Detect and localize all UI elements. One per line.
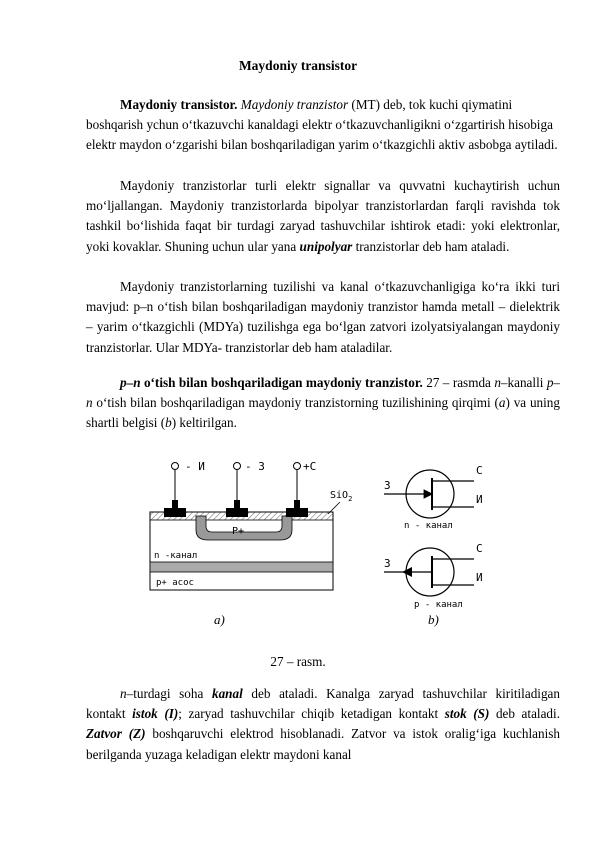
gate-terminal-icon	[234, 463, 241, 470]
paragraph-types	[86, 277, 560, 358]
definition-text: (MT) deb, tok kuchi qiymatini boshqarish ychun o‘tkazuvchi kanaldagi elektr o‘tkazuvchanligikni o‘zgartirish hisobiga elektr maydon o‘zgarishi bilan boshqariladigan yarim o‘tkazgichli aktiv asbobga aytiladi.	[86, 97, 558, 153]
drain-contact	[286, 508, 308, 517]
purpose-text-end: tranzistorlar deb ham ataladi.	[352, 238, 510, 254]
figure-label-b: b)	[428, 612, 439, 627]
gate-contact	[226, 508, 248, 517]
channel-label: n -канал	[154, 551, 198, 561]
pn-text-4: p–n	[86, 375, 561, 411]
page-title: Maydoniy transistor	[238, 58, 358, 73]
symbol-p-channel	[384, 542, 483, 610]
terms-text-3: ; zaryad tashuvchilar chiqib ketadigan kontakt	[178, 706, 445, 722]
source-contact	[164, 508, 186, 517]
drain-terminal-icon	[294, 463, 301, 470]
drain-label: +С	[303, 460, 317, 473]
paragraph-definition	[86, 95, 560, 156]
n-symbol-caption: n - канал	[404, 521, 453, 531]
definition-lead: Maydoniy transistor.	[120, 97, 238, 112]
figure-caption: 27 – rasm.	[270, 654, 326, 669]
p-plus-layer	[150, 562, 333, 572]
pn-text-8: b	[165, 415, 172, 431]
gate-region-label: P+	[232, 526, 245, 537]
substrate-label: p+ асос	[156, 578, 194, 588]
terms-text-5: boshqaruvchi elektrod hisoblanadi. Zatvor va istok oralig‘iga kuchlanish berilganda yuzaga keladigan elektr maydoni kanal	[86, 726, 561, 762]
pn-text-5: o‘tish bilan boshqariladigan maydoniy tranzistorning tuzilishining qirqimi (	[92, 395, 499, 411]
types-text: Maydoniy tranzistorlarning tuzilishi va kanal o‘tkazuvchanligiga ko‘ra ikki turi mavjud: p–n o‘tish bilan boshqariladigan maydoniy tranzistor hamda metall – dielektrik – yarim o‘tkazgichli (MDYa) tuzilishga ega bo‘lgan zatvori izolyatsiyalangan maydoniy tranzistorlar. Ular MDYa- tranzistorlar deb ham ataladilar.	[86, 279, 560, 355]
symbol-n-channel	[384, 464, 483, 531]
term-zatvor: Zatvor (Z)	[86, 726, 146, 742]
pn-lead: o‘tish bilan boshqariladigan maydoniy tranzistor.	[140, 375, 423, 390]
pn-lead-italic: p–n	[120, 375, 141, 390]
terms-text-1: –turdagi soha	[126, 686, 212, 701]
pn-text-1: 27 – rasmda	[422, 375, 495, 390]
pn-text-2: n	[494, 375, 501, 390]
cross-section	[150, 460, 352, 590]
oxide-label: SiO$_2$	[330, 490, 353, 503]
pn-text-9: ) keltirilgan.	[171, 415, 237, 431]
figure-27	[130, 450, 490, 610]
paragraph-terms	[86, 684, 560, 765]
n-source-label: И	[476, 493, 483, 506]
terms-n: n	[120, 686, 127, 701]
terms-text-2: deb ataladi. Kanalga zaryad tashuvchilar kiritiladigan kontakt	[86, 686, 561, 722]
source-label: - И	[185, 460, 205, 473]
gate-stem	[234, 500, 240, 509]
definition-term: Maydoniy tranzistor	[240, 97, 349, 112]
p-source-label: И	[476, 571, 483, 584]
drain-stem	[294, 500, 300, 509]
paragraph-purpose	[86, 176, 560, 257]
purpose-text: Maydoniy tranzistorlar turli elektr signallar va quvvatni kuchaytirish uchun mo‘ljallangan. Maydoniy tranzistorlarda bipolyar tranzistorlardan farqli ravishda tok tashkil bo‘lishida faqat bir turdagi zaryad tashuvchilar ishtirok etadi: yoki elektronlar, yoki kovaklar. Shuning uchun ular yana	[86, 178, 560, 254]
source-terminal-icon	[172, 463, 179, 470]
term-kanal: kanal	[211, 686, 243, 701]
gate-label: - З	[245, 460, 265, 473]
source-stem	[172, 500, 178, 509]
figure-label-a: a)	[214, 612, 225, 627]
terms-text-4: deb ataladi.	[489, 706, 560, 722]
n-drain-label: С	[476, 464, 483, 477]
pn-text-3: –kanalli	[500, 375, 547, 390]
p-symbol-caption: p - канал	[414, 600, 463, 610]
term-stok: stok (S)	[444, 706, 490, 722]
oxide-pointer	[328, 502, 340, 514]
unipolar-term: unipolyar	[299, 238, 353, 254]
p-gate-arrow	[402, 567, 412, 577]
term-istok: istok (I)	[132, 706, 179, 722]
p-gate-label: З	[384, 557, 391, 570]
pn-text-6: a	[498, 395, 506, 411]
p-drain-label: С	[476, 542, 483, 555]
n-gate-label: З	[384, 479, 391, 492]
paragraph-pn-transistor	[86, 373, 560, 434]
pn-text-7: ) va uning shartli belgisi (	[86, 395, 560, 431]
